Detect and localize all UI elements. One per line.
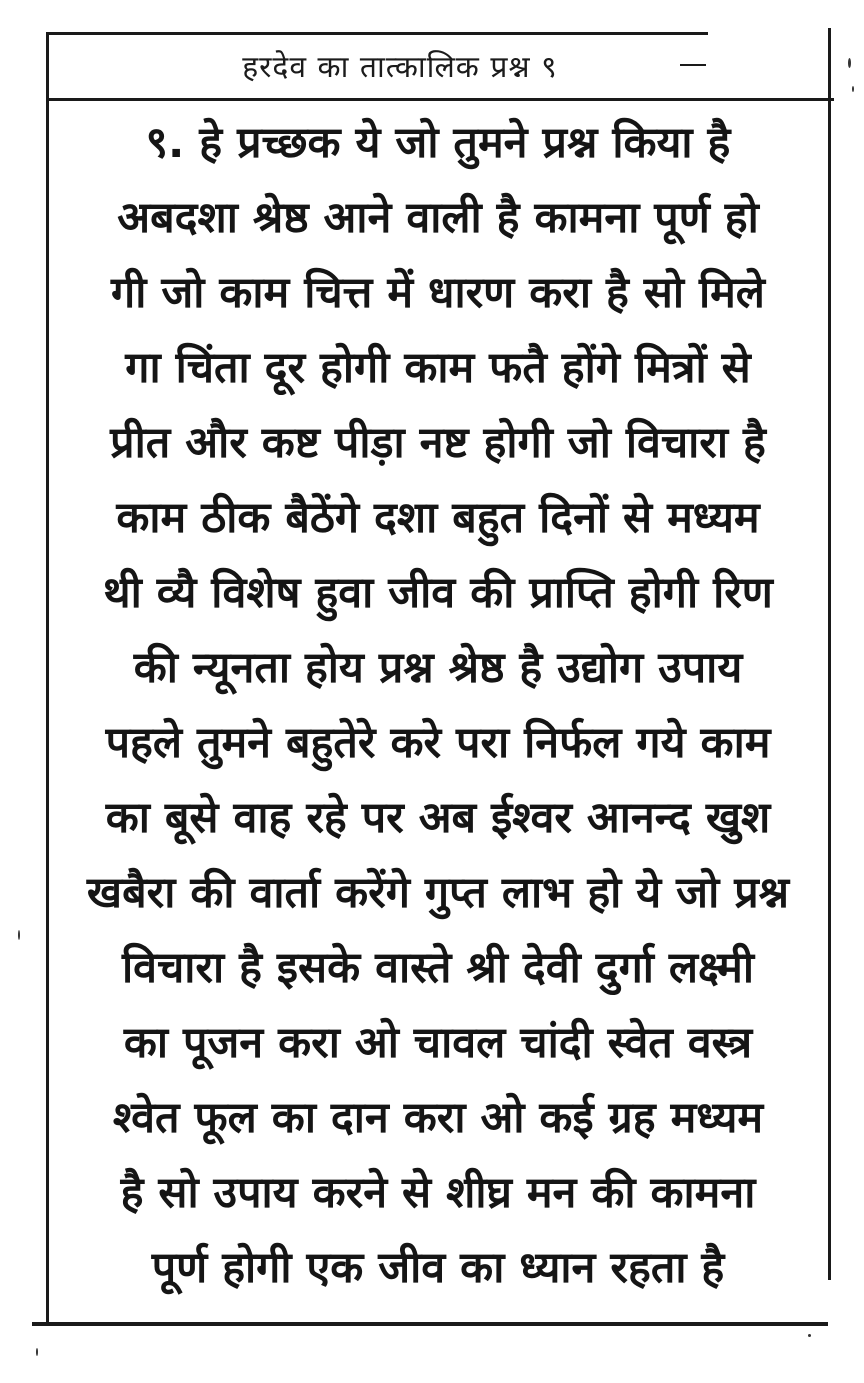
text-line: गा चिंता दूर होगी काम फतै होंगे मित्रों से — [125, 343, 751, 393]
text-line: विचारा है इसके वास्ते श्री देवी दुर्गा लक्ष्मी — [121, 943, 755, 993]
text-line: ९. हे प्रच्छक ये जो तुमने प्रश्न किया है — [145, 118, 731, 168]
left-border — [46, 32, 49, 1324]
text-line: अबदशा श्रेष्ठ आने वाली है कामना पूर्ण हो — [117, 193, 759, 243]
text-line: खबैरा की वार्ता करेंगे गुप्त लाभ हो ये जो प्रश्न — [86, 868, 790, 918]
top-rule — [48, 32, 708, 35]
body-text — [52, 108, 824, 1314]
text-line: प्रीत और कष्ट पीड़ा नष्ट होगी जो विचारा है — [110, 418, 766, 468]
text-line: पूर्ण होगी एक जीव का ध्यान रहता है — [151, 1243, 725, 1293]
text-line: का पूजन करा ओ चावल चांदी स्वेत वस्त्र — [123, 1018, 753, 1068]
text-line: थी व्यै विशेष हुवा जीव की प्राप्ति होगी रिण — [103, 568, 773, 618]
text-line: गी जो काम चित्त में धारण करा है सो मिले — [111, 268, 765, 318]
text-line: का बूसे वाह रहे पर अब ईश्वर आनन्द खुश — [105, 793, 771, 843]
text-line: काम ठीक बैठेंगे दशा बहुत दिनों से मध्यम — [116, 493, 760, 543]
bottom-rule — [32, 1322, 828, 1326]
text-line: की न्यूनता होय प्रश्न श्रेष्ठ है उद्योग उपाय — [133, 643, 743, 693]
page-header: हरदेव का तात्कालिक प्रश्न ९ — [242, 50, 558, 85]
text-line: श्वेत फूल का दान करा ओ कई ग्रह मध्यम — [112, 1093, 764, 1143]
text-line: है सो उपाय करने से शीघ्र मन की कामना — [120, 1168, 756, 1218]
right-border — [828, 28, 831, 1280]
header-rule — [48, 98, 834, 101]
text-line: पहले तुमने बहुतेरे करे परा निर्फल गये काम — [105, 718, 771, 768]
